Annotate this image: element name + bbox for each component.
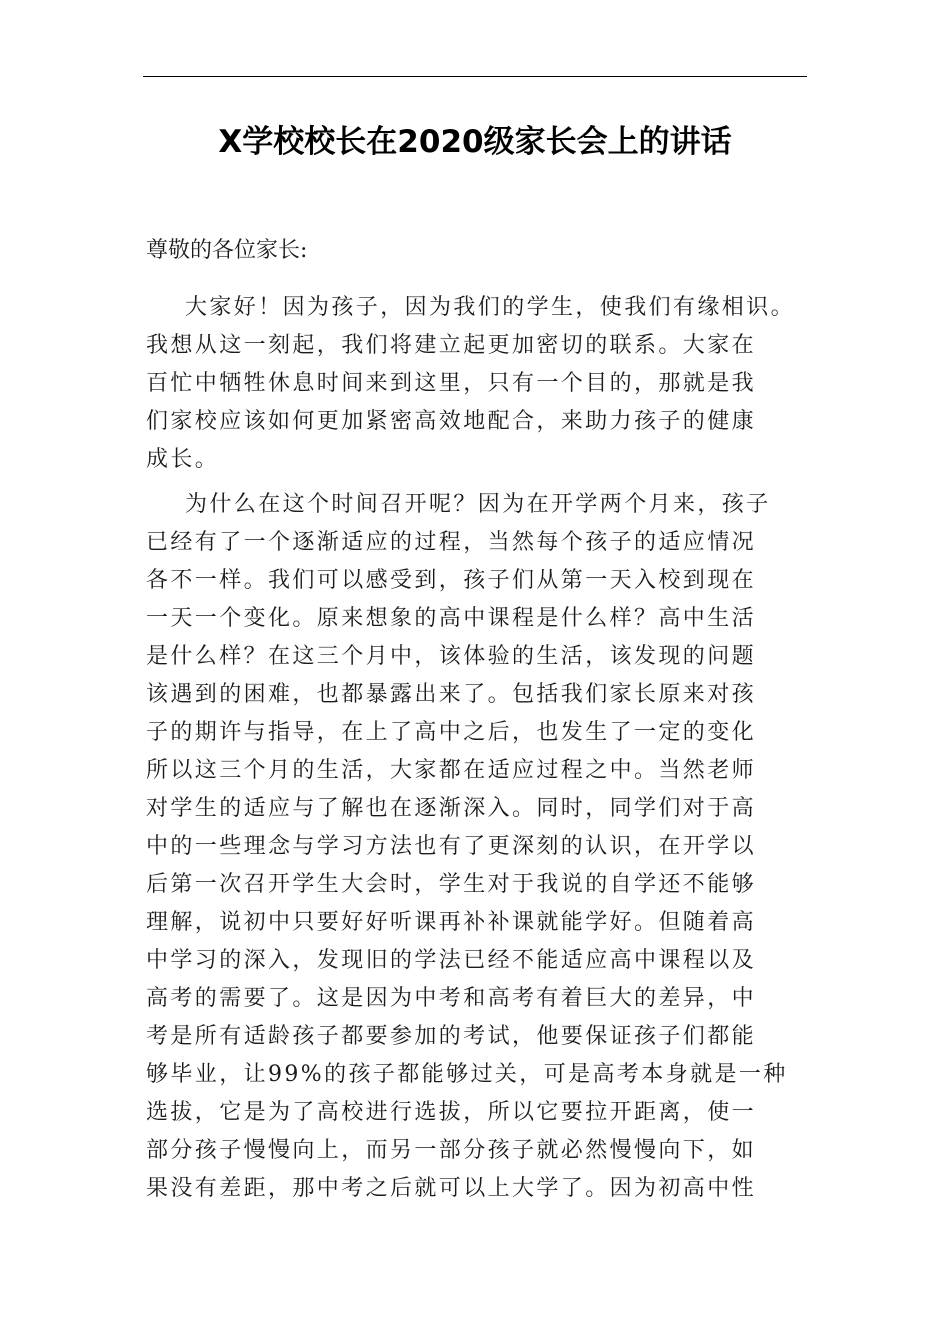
paragraph-line: 够毕业，让99%的孩子都能够过关，可是高考本身就是一种 [146,1062,788,1087]
salutation: 尊敬的各位家长: [146,238,308,263]
paragraph-line: 各不一样。我们可以感受到，孩子们从第一天入校到现在 [146,568,757,593]
paragraph-line: 百忙中牺牲休息时间来到这里，只有一个目的，那就是我 [146,371,757,396]
paragraph-line: 们家校应该如何更加紧密高效地配合，来助力孩子的健康 [146,409,757,434]
paragraph-line: 中的一些理念与学习方法也有了更深刻的认识，在开学以 [146,834,757,859]
paragraph-line: 中学习的深入，发现旧的学法已经不能适应高中课程以及 [146,948,757,973]
paragraph-2 [146,486,806,1208]
paragraph-line: 成长。 [146,447,220,472]
paragraph-line: 考是所有适龄孩子都要参加的考试，他要保证孩子们都能 [146,1024,757,1049]
paragraph-line: 该遇到的困难，也都暴露出来了。包括我们家长原来对孩 [146,682,757,707]
paragraph-line: 后第一次召开学生大会时，学生对于我说的自学还不能够 [146,872,757,897]
paragraph-line: 选拔，它是为了高校进行选拔，所以它要拉开距离，使一 [146,1100,757,1125]
paragraph-line: 理解，说初中只要好好听课再补补课就能学好。但随着高 [146,910,757,935]
paragraph-line: 为什么在这个时间召开呢？因为在开学两个月来，孩子 [185,492,771,517]
header-rule [143,76,807,77]
paragraph-1 [146,289,806,479]
paragraph-line: 对学生的适应与了解也在逐渐深入。同时，同学们对于高 [146,796,757,821]
paragraph-line: 高考的需要了。这是因为中考和高考有着巨大的差异，中 [146,986,757,1011]
paragraph-line: 已经有了一个逐渐适应的过程，当然每个孩子的适应情况 [146,530,757,555]
paragraph-line: 果没有差距，那中考之后就可以上大学了。因为初高中性 [146,1176,757,1201]
paragraph-line: 所以这三个月的生活，大家都在适应过程之中。当然老师 [146,758,757,783]
paragraph-line: 一天一个变化。原来想象的高中课程是什么样？高中生活 [146,606,757,631]
paragraph-line: 是什么样？在这三个月中，该体验的生活，该发现的问题 [146,644,757,669]
document-title: X学校校长在2020级家长会上的讲话 [218,124,732,160]
paragraph-line: 子的期许与指导，在上了高中之后，也发生了一定的变化 [146,720,757,745]
paragraph-line: 大家好！因为孩子，因为我们的学生，使我们有缘相识。 [185,295,796,320]
paragraph-line: 部分孩子慢慢向上，而另一部分孩子就必然慢慢向下，如 [146,1138,757,1163]
paragraph-line: 我想从这一刻起，我们将建立起更加密切的联系。大家在 [146,333,757,358]
